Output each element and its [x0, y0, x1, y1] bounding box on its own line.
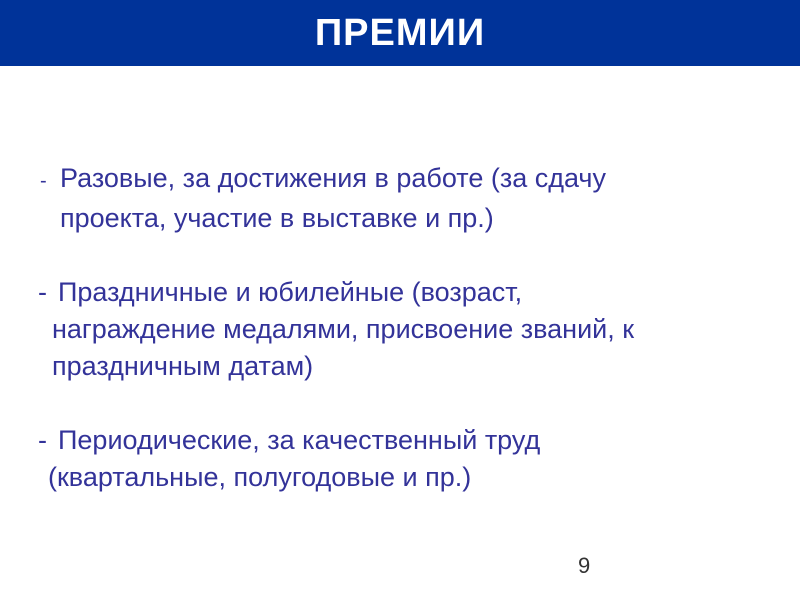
list-item-line: праздничным датам) — [52, 351, 314, 381]
list-item-line — [38, 422, 758, 459]
list-item-text: Праздничные и юбилейные (возраст, — [58, 277, 523, 307]
list-item-text: Разовые, за достижения в работе (за сдачу — [60, 163, 606, 193]
bullet-dash: - — [38, 425, 47, 455]
list-item-line: награждение медалями, присвоение званий, к — [52, 314, 635, 344]
list-item — [38, 160, 758, 237]
bullet-dash: - — [38, 277, 47, 307]
list-item-line: (квартальные, полугодовые и пр.) — [48, 462, 472, 492]
page-number: 9 — [578, 553, 591, 578]
list-item-line — [38, 160, 758, 200]
bullet-dash: - — [40, 170, 47, 192]
list-item-line: проекта, участие в выставке и пр.) — [60, 203, 494, 233]
title-bar — [0, 0, 800, 66]
list-item-text: Периодические, за качественный труд — [58, 425, 541, 455]
slide-title: ПРЕМИИ — [314, 11, 486, 54]
list-item — [38, 274, 758, 385]
list-item — [38, 422, 758, 496]
bullet-list — [38, 160, 758, 496]
list-item-line — [38, 274, 758, 311]
